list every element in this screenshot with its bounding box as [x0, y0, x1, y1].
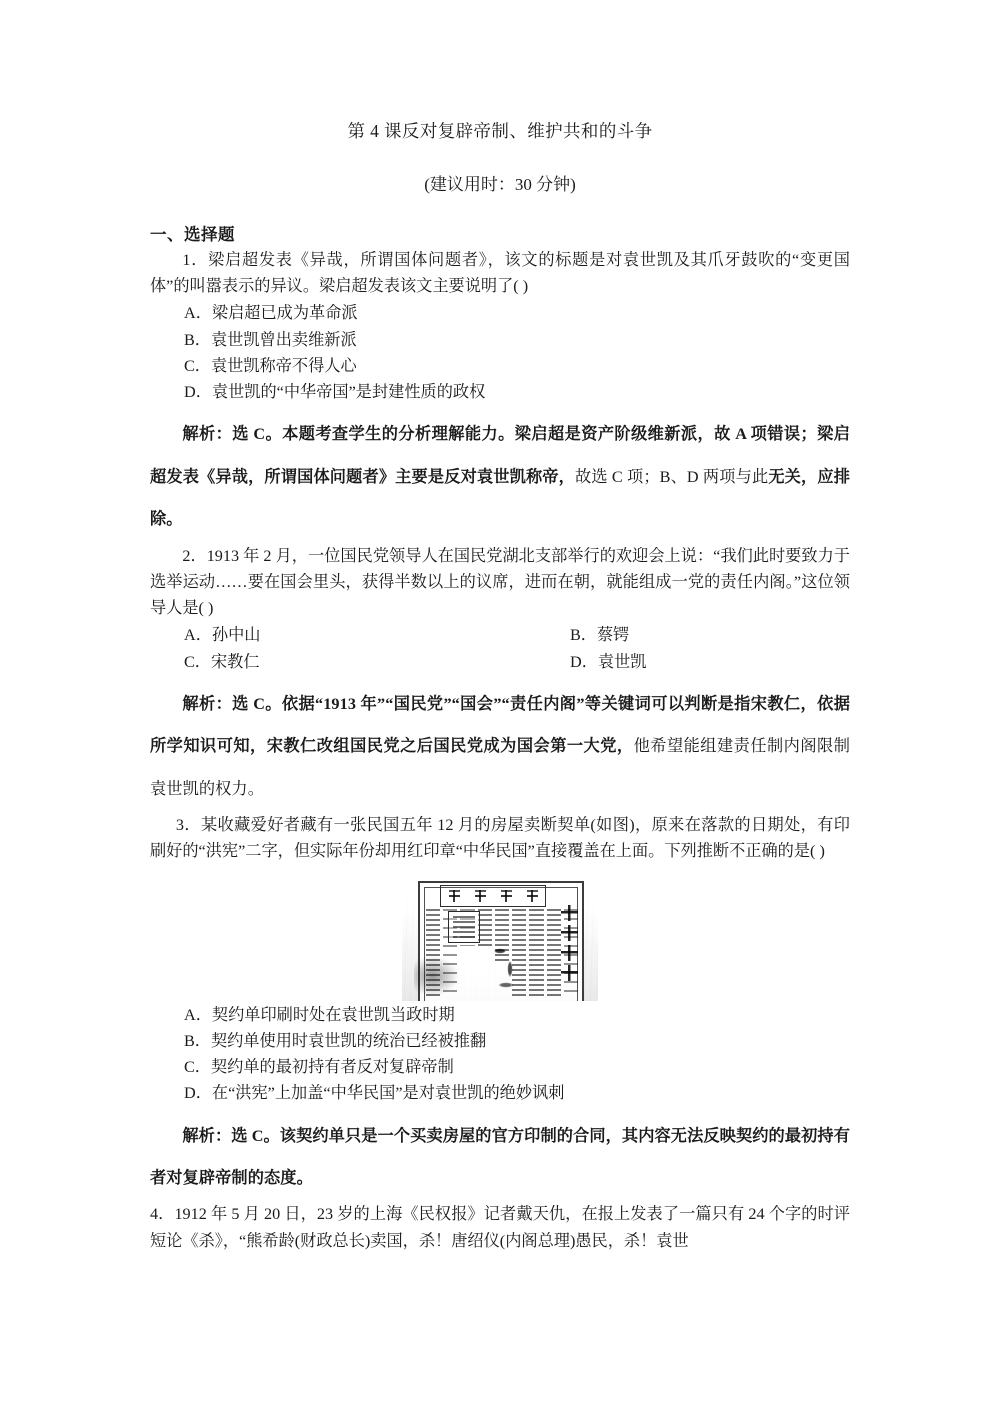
banner-glyph-4	[527, 890, 538, 902]
option-1-a-key: A．	[184, 304, 212, 323]
question-block-1	[150, 247, 850, 541]
right-title-char-2	[561, 925, 578, 941]
option-1-c-key: C．	[184, 356, 211, 375]
option-row-2-2	[150, 649, 850, 675]
option-2-b-key: B．	[570, 626, 597, 645]
explanation-1-part3: 无关，应排除。	[150, 467, 850, 529]
contract-handwriting	[488, 943, 532, 993]
explanation-3-part1: 解析：选 C。该契约单只是一个买卖房屋的官方印制的合同，其内容无法反映契约的最初持有者对复辟帝制的态度。	[150, 1126, 850, 1188]
banner-glyph-1	[449, 890, 460, 902]
option-list-2	[150, 622, 850, 674]
suggested-time-note: (建议用时：30 分钟)	[424, 175, 576, 194]
option-2-d-text: 袁世凯	[597, 652, 647, 671]
question-stem-4: 4．1912 年 5 月 20 日，23 岁的上海《民权报》记者戴天仇，在报上发表了一篇只有 24 个字的时评短论《杀》，“熊希龄(财政总长)卖国，杀！唐绍仪(内阁总理)愚民，杀！袁世	[150, 1205, 850, 1250]
option-3-c-key: C．	[184, 1058, 211, 1077]
option-2-c-key: C．	[184, 652, 211, 671]
question-stem-1: 1．梁启超发表《异哉，所谓国体问题者》，该文的标题是对袁世凯及其爪牙鼓吹的“变更国体”的叫嚣表示的异议。梁启超发表该文主要说明了( )	[150, 251, 850, 296]
option-2-b-text: 蔡锷	[596, 626, 630, 645]
option-1-b-text: 袁世凯曾出卖维新派	[210, 330, 357, 349]
page-title: 第 4 课反对复辟帝制、维护共和的斗争	[347, 121, 653, 141]
option-1-a-text: 梁启超已成为革命派	[211, 304, 358, 323]
text-column-2	[547, 909, 561, 999]
banner-glyph-2	[475, 890, 486, 902]
option-list-1	[150, 300, 850, 405]
option-list-3	[150, 1002, 850, 1107]
section-heading-multiple-choice: 一、选择题	[150, 225, 235, 244]
option-2-a-key: A．	[184, 626, 212, 645]
contract-document-photo	[402, 875, 598, 1001]
contract-right-title-characters	[561, 905, 578, 993]
option-2-d[interactable]	[570, 649, 646, 675]
option-2-a[interactable]	[150, 622, 570, 648]
contract-title-banner	[440, 885, 546, 907]
right-title-char-1	[561, 905, 578, 921]
explanation-2-part1: 解析：选 C。依据“1913 年”“国民党”“国会”“责任内阁”等关键词可以判断是指宋教仁，依据所学知识可知，宋教仁改组国民党之后国民党成为国会第一大党，	[150, 694, 850, 756]
option-3-d-text: 在“洪宪”上加盖“中华民国”是对袁世凯的绝妙讽刺	[211, 1084, 565, 1103]
option-1-b[interactable]	[150, 327, 850, 353]
contract-seal-stamp	[448, 911, 480, 943]
option-3-a[interactable]	[150, 1002, 850, 1028]
banner-glyph-3	[501, 890, 512, 902]
option-3-b-key: B．	[184, 1031, 211, 1050]
option-2-c-text: 宋教仁	[210, 652, 260, 671]
explanation-1-part1: 解析：选 C。本题考查学生的分析理解能力。梁启超是资产阶级维新派，故 A 项错误；梁启超发表《异哉，所谓国体问题者》主要是反对袁世凯称帝，	[150, 425, 850, 486]
question-stem-2: 2．1913 年 2 月，一位国民党领导人在国民党湖北支部举行的欢迎会上说：“我们此时要致力于选举运动……要在国会里头，获得半数以上的议席，进而在朝，就能组成一党的责任内阁。”这位领导人是( )	[150, 546, 850, 618]
option-2-c[interactable]	[150, 649, 570, 675]
option-1-b-key: B．	[184, 330, 211, 349]
explanation-1	[150, 413, 850, 540]
right-title-char-4	[561, 965, 578, 981]
question-block-3	[150, 812, 850, 1199]
explanation-1-part2: 故选 C 项；B、D 两项与此	[575, 467, 769, 486]
option-1-a[interactable]	[150, 300, 850, 326]
option-1-c-text: 袁世凯称帝不得人心	[210, 356, 357, 375]
option-3-a-text: 契约单印刷时处在袁世凯当政时期	[211, 1005, 455, 1024]
figure-wrapper-3	[150, 875, 850, 1001]
option-2-b[interactable]	[570, 622, 629, 648]
option-3-a-key: A．	[184, 1005, 212, 1024]
explanation-2-part2: 他希望能组建责任制内阁限制袁世凯的权力。	[150, 737, 850, 798]
option-3-b-text: 契约单使用时袁世凯的统治已经被推翻	[210, 1031, 487, 1050]
question-stem-3: 3．某收藏爱好者藏有一张民国五年 12 月的房屋卖断契单(如图)，原来在落款的日期处，有印刷好的“洪宪”二字，但实际年份却用红印章“中华民国”直接覆盖在上面。下列推断不正确的是( )	[150, 816, 850, 861]
option-1-c[interactable]	[150, 353, 850, 379]
option-3-c[interactable]	[150, 1054, 850, 1080]
right-title-char-3	[561, 945, 578, 961]
option-1-d-text: 袁世凯的“中华帝国”是封建性质的政权	[211, 383, 486, 402]
page-content	[150, 108, 850, 1254]
explanation-2	[150, 683, 850, 810]
explanation-3	[150, 1115, 850, 1200]
option-2-d-key: D．	[570, 652, 598, 671]
option-3-d-key: D．	[184, 1084, 212, 1103]
question-block-4	[150, 1201, 850, 1253]
option-row-2-1	[150, 622, 850, 648]
option-1-d-key: D．	[184, 383, 212, 402]
contract-smudge	[414, 955, 460, 997]
option-3-d[interactable]	[150, 1080, 850, 1106]
option-2-a-text: 孙中山	[211, 626, 261, 645]
option-3-b[interactable]	[150, 1028, 850, 1054]
option-3-c-text: 契约单的最初持有者反对复辟帝制	[210, 1058, 454, 1077]
question-block-2	[150, 543, 850, 810]
option-1-d[interactable]	[150, 379, 850, 405]
